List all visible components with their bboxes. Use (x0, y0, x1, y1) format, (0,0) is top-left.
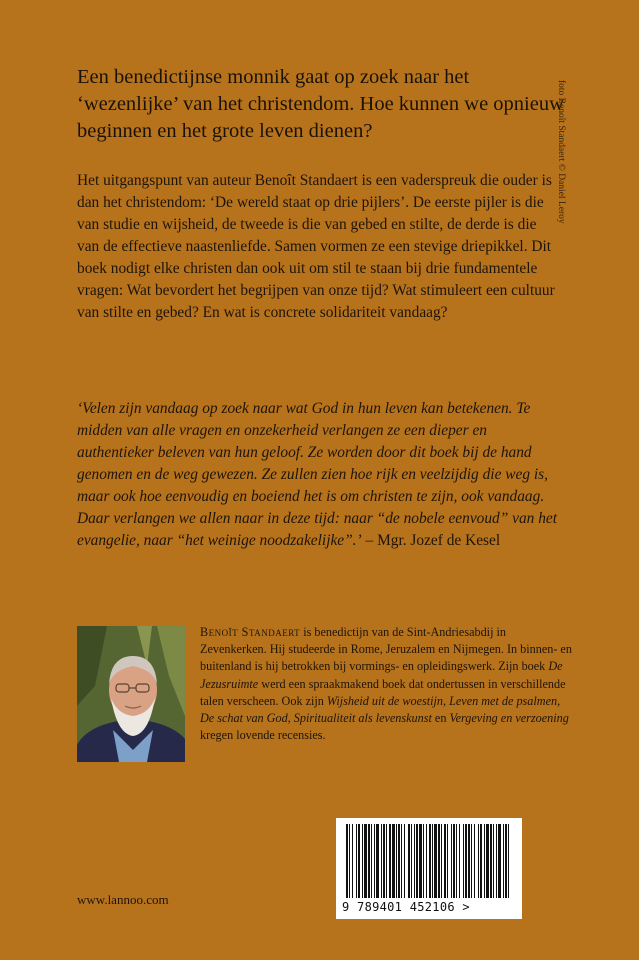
barcode-bar (465, 824, 467, 898)
barcode-bar (438, 824, 440, 898)
bio-book-2: Wijsheid uit de woestijn, Leven met de psalmen, De schat van God, Spiritualiteit als levenskunst (200, 693, 561, 726)
barcode-bar (496, 824, 497, 898)
barcode-bar (456, 824, 457, 898)
barcode-bar (508, 824, 509, 898)
barcode-bar (447, 824, 448, 898)
intro-heading (77, 64, 567, 145)
barcode-bar (411, 824, 412, 898)
barcode-bar (414, 824, 415, 898)
description-text: Het uitgangspunt van auteur Benoît Standaert is een vaderspreuk die ouder is dan het christendom: ‘De wereld staat op drie pijlers’. De eerste pijler is die van studie en wijsheid, de tweede is die van gebed en stilte, de derde is die van de effectieve naastenliefde. Samen vormen ze een stevige driepikkel. Dit boek nodigt elke christen dan ook uit om stil te staan bij drie fundamentele vragen: Wat bevordert het begrijpen van onze tijd? Wat stimuleert een cultuur van stilte en gebed? En wat is concrete solidariteit vandaag? (77, 172, 555, 321)
description (77, 170, 557, 324)
barcode-bar (505, 824, 507, 898)
barcode-bar (468, 824, 470, 898)
barcode-bar (419, 824, 422, 898)
barcode-bar (364, 824, 367, 898)
barcode-bar (386, 824, 387, 898)
barcode-bar (434, 824, 437, 898)
barcode-bar (423, 824, 424, 898)
barcode-digits: 9 789401 452106 > (342, 900, 470, 914)
barcode-bar (441, 824, 442, 898)
barcode-bar (416, 824, 418, 898)
barcode-bar (381, 824, 382, 898)
bio-text-2: werd een spraakmakend boek dat ondertussen in verschillende talen verscheen. Ook zijn (200, 676, 566, 708)
barcode-bar (471, 824, 472, 898)
photo-credit: foto Benoît Standaert © Daniel Leroy (556, 80, 566, 224)
barcode-bar (392, 824, 395, 898)
barcode-bar (474, 824, 475, 898)
barcode-bar (396, 824, 397, 898)
bio-text-3: en (431, 711, 450, 726)
bio-text-4: kregen lovende recensies. (200, 728, 326, 743)
barcode-bar (358, 824, 360, 898)
barcode-bar (432, 824, 433, 898)
barcode-bar (493, 824, 494, 898)
publisher-website: www.lannoo.com (77, 892, 169, 907)
barcode-bar (453, 824, 455, 898)
barcode-bar (374, 824, 375, 898)
barcode-bar (362, 824, 363, 898)
barcode-bar (478, 824, 479, 898)
barcode-bars (344, 824, 512, 898)
author-photo (77, 626, 185, 762)
barcode-bar (371, 824, 372, 898)
barcode-bar (346, 824, 348, 898)
barcode-bar (459, 824, 460, 898)
barcode-bar (451, 824, 452, 898)
barcode-bar (484, 824, 485, 898)
barcode-bar (480, 824, 482, 898)
bio-text-1: is benedictijn van de Sint-Andriesabdij in Zevenkerken. Hij studeerde in Rome, Jeruzalem en Nijmegen. In binnen- en buitenland is hij betrokken bij vormings- en opleidingswerk. Zijn boek (200, 625, 572, 674)
barcode-bar (498, 824, 501, 898)
barcode-bar (490, 824, 492, 898)
barcode-bar (408, 824, 410, 898)
bio-book-3: Vergeving en verzoening (449, 711, 569, 726)
isbn-barcode (336, 818, 522, 919)
barcode-bar (352, 824, 353, 898)
barcode-bar (463, 824, 464, 898)
quote-text: ‘Velen zijn vandaag op zoek naar wat God in hun leven kan betekenen. Te midden van alle vragen en onzekerheid verlangen ze een dieper en authentieker beleven van hun geloof. Ze worden door dit boek bij de hand genomen en de weg gewezen. Ze zullen zien hoe rijk en veelzijdig die weg is, maar ook hoe eenvoudig en boeiend het is om christen te zijn, ook vandaag. Daar verlangen we allen naar in deze tijd: naar “de nobele eenvoud” van het evangelie, naar “het weinige noodzakelijke”.’ (77, 400, 558, 549)
barcode-bar (349, 824, 350, 898)
intro-text: Een benedictijnse monnik gaat op zoek naar het ‘wezenlijke’ van het christendom. Hoe kunnen we opnieuw beginnen en het grote leven dienen? (77, 66, 564, 142)
barcode-bar (503, 824, 504, 898)
barcode-bar (429, 824, 431, 898)
barcode-bar (368, 824, 370, 898)
bio-book-1: De Jezusruimte (200, 659, 563, 691)
barcode-bar (389, 824, 391, 898)
endorsement-quote (77, 398, 567, 552)
barcode-bar (383, 824, 385, 898)
barcode-bar (426, 824, 427, 898)
barcode-bar (486, 824, 489, 898)
author-name: Benoît Standaert (200, 625, 301, 639)
barcode-bar (404, 824, 405, 898)
author-bio (200, 624, 572, 744)
barcode-bar (376, 824, 379, 898)
barcode-bar (401, 824, 402, 898)
quote-author: – Mgr. Jozef de Kesel (361, 532, 501, 549)
barcode-bar (398, 824, 400, 898)
barcode-bar (356, 824, 357, 898)
barcode-bar (444, 824, 446, 898)
